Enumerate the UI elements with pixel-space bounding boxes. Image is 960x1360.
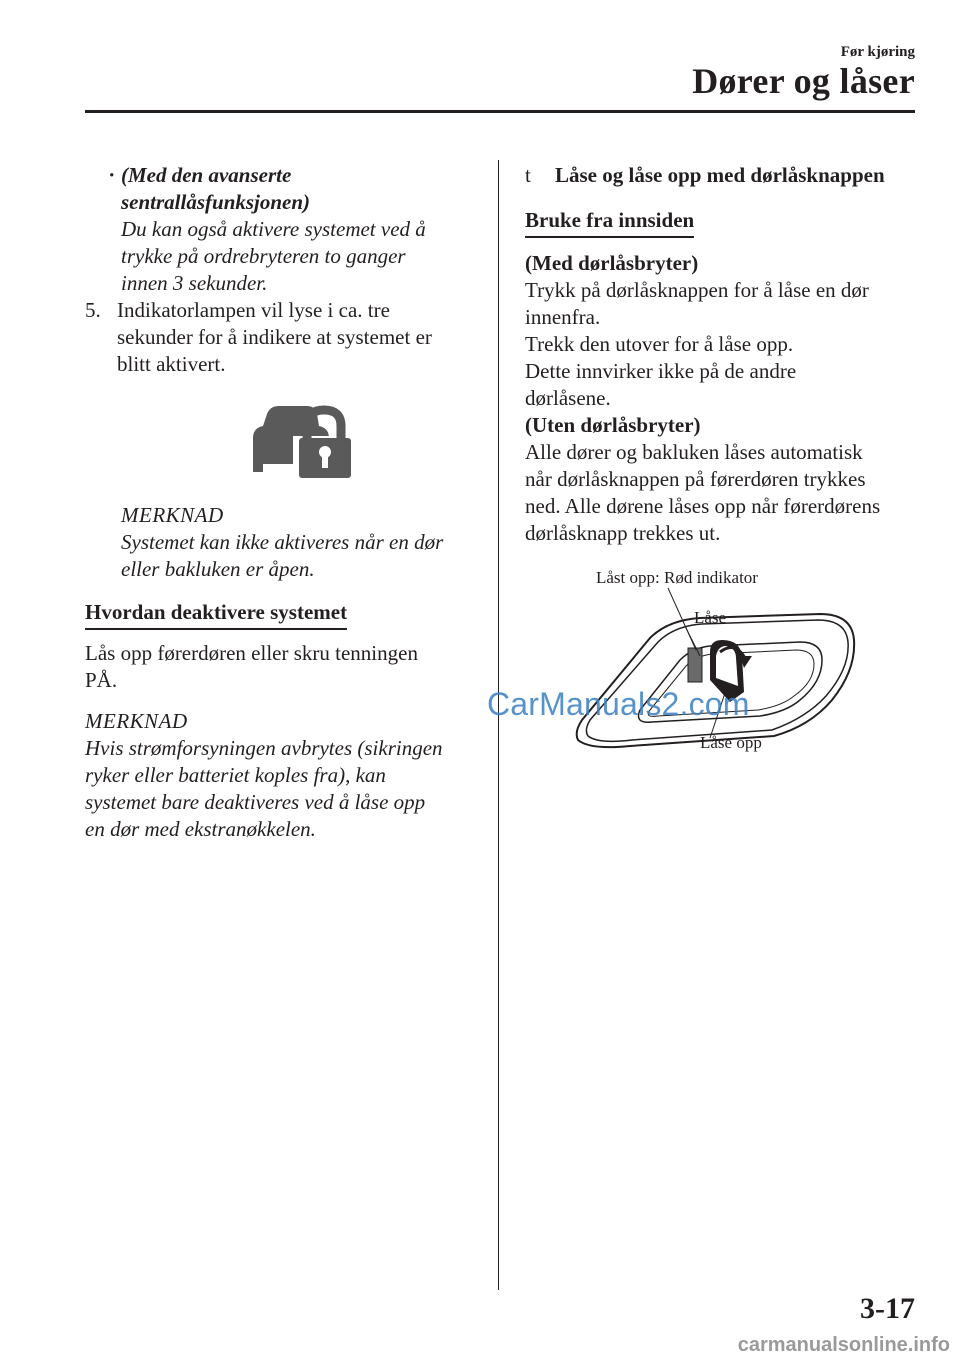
bullet-body-line: Du kan også aktivere systemet ved å xyxy=(121,217,426,241)
section-heading xyxy=(525,162,920,189)
with-switch xyxy=(525,250,920,547)
note-line: Systemet kan ikke aktiveres når en dør xyxy=(121,530,444,554)
label-unlocked-indicator: Låst opp: Rød indikator xyxy=(596,568,758,587)
bullet-title-line: sentrallåsfunksjonen) xyxy=(121,190,311,214)
paragraph-line: Alle dører og bakluken låses automatisk xyxy=(525,440,863,464)
step-number: 5. xyxy=(85,298,101,322)
paragraph-line: innenfra. xyxy=(525,305,601,329)
note-line: Hvis strømforsyningen avbrytes (sikringen xyxy=(85,736,443,760)
label-unlock: Låse opp xyxy=(700,733,762,752)
icon-area xyxy=(85,378,475,498)
subheading-inside: Bruke fra innsiden xyxy=(525,207,694,238)
step-5 xyxy=(85,297,475,378)
left-column xyxy=(85,162,475,843)
without-switch-title: (Uten dørlåsbryter) xyxy=(525,413,701,437)
section-mark: t xyxy=(525,163,531,187)
bullet-heading xyxy=(85,162,475,216)
note-line: en dør med ekstranøkkelen. xyxy=(85,817,316,841)
column-divider xyxy=(498,160,499,1290)
bullet-body xyxy=(85,216,475,297)
paragraph-line: Lås opp førerdøren eller skru tenningen xyxy=(85,641,418,665)
bullet-title-line: (Med den avanserte xyxy=(121,163,292,187)
paragraph-line: ned. Alle dørene låses opp når førerdørens xyxy=(525,494,881,518)
step-line: blitt aktivert. xyxy=(117,352,226,376)
paragraph-line: dørlåsknapp trekkes ut. xyxy=(525,521,721,545)
subheading-deactivate: Hvordan deaktivere systemet xyxy=(85,599,347,630)
paragraph-line: dørlåsene. xyxy=(525,386,611,410)
paragraph-line: Dette innvirker ikke på de andre xyxy=(525,359,797,383)
door-lock-diagram xyxy=(560,560,920,760)
bullet-body-line: trykke på ordrebryteren to ganger xyxy=(121,244,406,268)
note-line: eller bakluken er åpen. xyxy=(121,557,315,581)
security-indicator-icon xyxy=(245,400,355,480)
note-1 xyxy=(85,502,475,583)
watermark: CarManuals2.com xyxy=(487,686,750,722)
bullet-dot: · xyxy=(109,163,115,187)
paragraph-line: Trykk på dørlåsknappen for å låse en dør xyxy=(525,278,869,302)
section-heading-text: Låse og låse opp med dørlåsknappen xyxy=(555,163,885,187)
note-2 xyxy=(85,708,475,843)
section-label: Før kjøring xyxy=(840,44,915,60)
subheading-wrap xyxy=(85,599,475,630)
note-title: MERKNAD xyxy=(85,709,188,733)
bullet-body-line: innen 3 sekunder. xyxy=(121,271,268,295)
paragraph-line: Trekk den utover for å låse opp. xyxy=(525,332,794,356)
note-line: systemet bare deaktiveres ved å låse opp xyxy=(85,790,426,814)
footer-site-link[interactable]: carmanualsonline.info xyxy=(737,1334,950,1356)
note-title: MERKNAD xyxy=(121,503,224,527)
paragraph-line: PÅ. xyxy=(85,668,118,692)
header-rule xyxy=(85,110,915,113)
right-column xyxy=(525,162,920,547)
page-title: Dører og låser xyxy=(692,61,915,101)
subheading-wrap xyxy=(525,207,920,238)
label-lock: Låse xyxy=(694,608,727,627)
deactivate-text xyxy=(85,640,475,694)
paragraph-line: når dørlåsknappen på førerdøren trykkes xyxy=(525,467,866,491)
with-switch-title: (Med dørlåsbryter) xyxy=(525,251,699,275)
step-line: sekunder for å indikere at systemet er xyxy=(117,325,432,349)
step-line: Indikatorlampen vil lyse i ca. tre xyxy=(117,298,390,322)
note-line: ryker eller batteriet koples fra), kan xyxy=(85,763,386,787)
page-number: 3-17 xyxy=(860,1292,915,1325)
